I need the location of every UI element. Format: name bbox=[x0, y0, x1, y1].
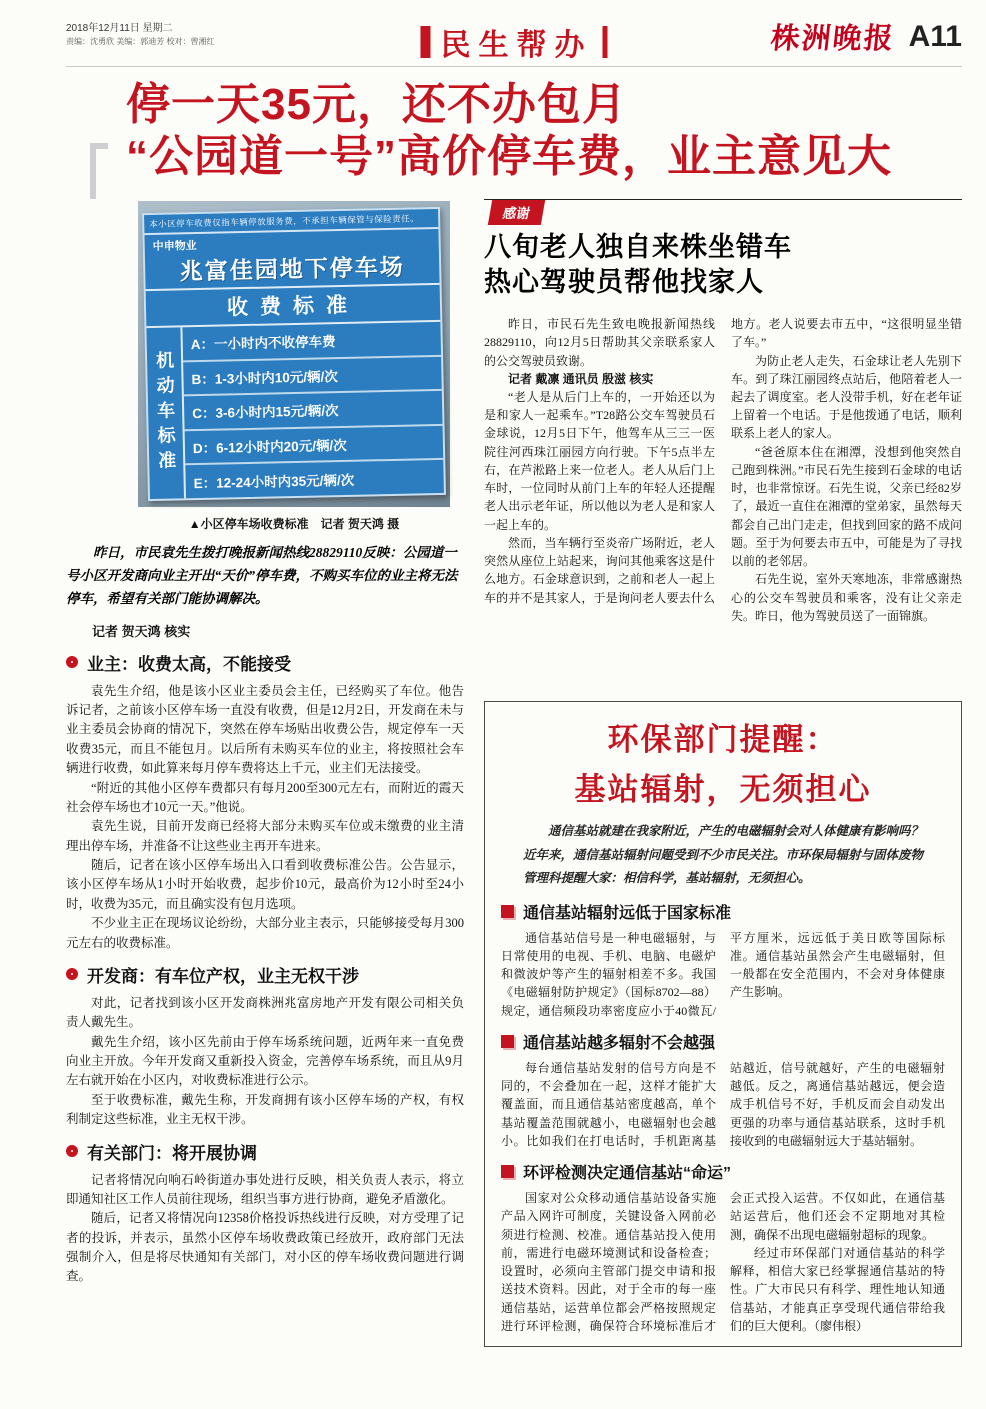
section-developer-title bbox=[87, 962, 359, 987]
section-owners-title bbox=[87, 650, 291, 675]
red-bar-right-icon bbox=[603, 26, 608, 58]
ring-bullet-icon bbox=[66, 1145, 78, 1157]
paragraph: 袁先生说，目前开发商已经将大部分未购买车位或未缴费的业主清理出停车场，并准备不让这些业主再开车进来。 bbox=[66, 819, 464, 853]
date-line: 2018年12月11日 星期二 bbox=[66, 23, 173, 34]
paragraph: 戴先生介绍，该小区先前由于停车场系统问题，近两年来一直免费向业主开放。今年开发商又重新投入资金，完善停车场系统，而且从9月左右就开始在小区内，对收费标准进行公示。 bbox=[66, 1034, 464, 1088]
staff-line: 责编：沈勇欣 美编：郭迪芳 校对：曾湘红 bbox=[66, 37, 215, 46]
page-header bbox=[66, 12, 962, 64]
paragraph: 随后，记者在该小区停车场出入口看到收费标准公告。公告显示，该小区停车场从1小时开始收费，起步价10元，最高价为12小时至24小时，收费为35元，而且确实没有包月选项。 bbox=[66, 858, 464, 911]
paragraph: “附近的其他小区停车费都只有每月200至300元左右，而附近的霞天社会停车场也才10元一天。”他说。 bbox=[66, 780, 464, 814]
right-column bbox=[484, 199, 962, 1347]
paragraph: “老人是从后门上车的，一开始还以为是和家人一起乘车。”T28路公交车驾驶员石金球说，12月5日下午，他驾车从三三一医院往河西珠江丽园方向行驶。下午5点半左右，在芦淞路上来一位老人。老人从后门上车时，一位同时从前门上车的年轻人还提醒老人出示老年证，所以他以为老人是和家人一起上车的。 bbox=[484, 390, 715, 532]
section-owners-header bbox=[66, 650, 464, 675]
paragraph: 袁先生介绍，他是该小区业主委员会主任，已经购买了车位。他告诉记者，之前该小区停车场一直没有收费，但是12月2日，开发商在未与业主委员会协商的情况下，突然在停车场贴出收费公告，规定停车一天收费35元，而且不能包月。以后所有未购买车位的业主，将按照社会车辆进行收费，如此算来每月停车费将达上千元，业主们无法接受。 bbox=[66, 683, 464, 776]
section-developer-body bbox=[66, 994, 464, 1130]
photo-caption: ▲小区停车场收费标准 记者 贺天鸿 摄 bbox=[188, 516, 400, 531]
paragraph: 至于收费标准，戴先生称，开发商拥有该小区停车场的产权，有权利制定这些标准，业主无权干涉。 bbox=[66, 1092, 464, 1127]
section-developer bbox=[66, 962, 464, 1130]
thanks-article-text bbox=[484, 315, 962, 671]
headline-line2: “公园道一号”高价停车费，业主意见大 bbox=[126, 131, 892, 181]
paragraph: 随后，记者又将情况向12358价格投诉热线进行反映，对方受理了记者的投诉，并表示，虽然小区停车场收费政策已经放开，政府部门无法强制介入，但是将尽快通知有关部门，对小区的停车场收费问题进行调查。 bbox=[66, 1211, 464, 1284]
section-authority-title bbox=[87, 1139, 257, 1164]
paragraph: 记者将情况向响石岭街道办事处进行反映，相关负责人表示，将立即通知社区工作人员前往现场，组织当事方进行协商，避免矛盾激化。 bbox=[66, 1172, 464, 1206]
thanks-article bbox=[484, 199, 962, 677]
page-content bbox=[66, 199, 962, 1347]
headline-line1: 停一天35元，还不办包月 bbox=[126, 80, 627, 129]
main-headline bbox=[126, 79, 962, 183]
paragraph: 每台通信基站发射的信号方向是不同的，不会叠加在一起，这样才能扩大覆盖面，而且通信基站密度越高，单个基站覆盖范围就越小，电磁辐射也会越小。比如我们在打电话时，手机距离基站越近，信号就越好，产生的电磁辐射越低。反之，离通信基站越远，便会造成手机信号不好，手机反而会自动发出更强的功率与通信基站联系，这时手机接收到的电磁辐射远大于基站辐射。 bbox=[501, 1060, 945, 1148]
boxed-article bbox=[484, 701, 962, 1347]
box-title-line2: 基站辐射，无须担心 bbox=[574, 772, 872, 808]
section-developer-header bbox=[66, 962, 464, 987]
fee-row-d: D：6-12小时内20元/辆/次 bbox=[185, 425, 444, 465]
masthead-logo: 株洲晚报 bbox=[768, 23, 897, 55]
parking-sign-photo bbox=[138, 201, 450, 507]
left-column bbox=[66, 199, 464, 1347]
paragraph: 石先生说，室外天寒地冻，非常感谢热心的公交车驾驶员和乘客，没有让父亲走失。昨日，他为驾驶员送了一面锦旗。 bbox=[731, 572, 962, 623]
box-section-1-text bbox=[501, 929, 945, 1020]
box-section-2-text bbox=[501, 1059, 945, 1150]
fee-row-e: E：12-24小时内35元/辆/次 bbox=[193, 472, 355, 491]
section-developer-text: 有车位产权，业主无权干涉 bbox=[155, 966, 359, 986]
section-authority-header bbox=[66, 1139, 464, 1164]
box-section-3-header bbox=[501, 1160, 945, 1183]
box-section-2-header bbox=[501, 1030, 945, 1053]
article-byline: 记者 贺天鸿 核实 bbox=[92, 623, 191, 639]
box-section-3 bbox=[501, 1160, 945, 1335]
square-bullet-icon bbox=[501, 1035, 514, 1048]
page-number: A11 bbox=[908, 19, 962, 53]
paragraph: 国家对公众移动通信基站设备实施产品入网许可制度，关键设备入网前必须进行检测、校准。通信基站投入使用前，需进行电磁环境测试和设备检查；设置时，必须向主管部门提交申请和报送技术资料。因此，对于全市的每一座通信基站，运营单位都会严格按照规定进行环评检测，确保符合环境标准后才会正式投入运营。不仅如此，在通信基站运营后，他们还会不定期地对其检测，确保不出现电磁辐射超标的现象。 bbox=[501, 1191, 945, 1333]
fee-row-a: A：一小时内不收停车费 bbox=[182, 322, 441, 362]
header-divider bbox=[66, 66, 962, 67]
paragraph: 对此，记者找到该小区开发商株洲兆富房地产开发有限公司相关负责人戴先生。 bbox=[66, 995, 464, 1030]
thanks-headline-line1: 八旬老人独自来株坐错车 bbox=[484, 231, 792, 262]
square-bullet-icon bbox=[501, 1165, 514, 1178]
box-section-3-text bbox=[501, 1189, 945, 1335]
box-title-line1: 环保部门提醒： bbox=[607, 721, 839, 757]
box-section-1-header bbox=[501, 900, 945, 923]
paragraph: 不少业主正在现场议论纷纷，大部分业主表示，只能够接受每月300元左右的收费标准。 bbox=[66, 916, 464, 950]
ring-bullet-icon bbox=[66, 656, 78, 668]
sign-body bbox=[146, 320, 444, 499]
section-banner bbox=[421, 20, 608, 64]
thanks-headline-line2: 热心驾驶员帮他找家人 bbox=[484, 267, 764, 298]
sign-side-text: 机动车标准 bbox=[153, 350, 177, 476]
paragraph: 昨日，市民石先生致电晚报新闻热线28829110，向12月5日帮助其父亲联系家人的公交驾驶员致谢。 bbox=[484, 317, 715, 368]
thanks-tag-badge: 感谢 bbox=[488, 200, 545, 225]
paragraph: 为防止老人走失，石金球让老人先别下车。到了珠江丽园终点站后，他陪着老人一起去了调度室。老人没带手机，好在老年证上留着一个电话。于是他拨通了电话，顺利联系上老人的家人。 bbox=[731, 353, 962, 441]
ring-bullet-icon bbox=[66, 968, 78, 980]
parking-fee-sign bbox=[142, 207, 446, 501]
sign-fee-rows bbox=[182, 322, 444, 498]
sign-side-label bbox=[146, 327, 186, 499]
header-left bbox=[66, 12, 296, 48]
section-title: 民生帮办 bbox=[440, 29, 593, 62]
box-section-1 bbox=[501, 900, 945, 1020]
header-right bbox=[768, 12, 962, 57]
box-section-1-title: 通信基站辐射远低于国家标准 bbox=[523, 904, 732, 922]
fee-row-c: C：3-6小时内15元/辆/次 bbox=[184, 391, 443, 431]
section-authority-text: 将开展协调 bbox=[172, 1143, 257, 1163]
sign-notice: 本小区停车收费仅指车辆停放服务费，不承担车辆保管与保险责任。 bbox=[144, 209, 438, 235]
section-authority-body bbox=[66, 1171, 464, 1287]
section-owners-text: 收费太高，不能接受 bbox=[138, 654, 291, 674]
section-authority-label: 有关部门： bbox=[87, 1143, 172, 1163]
paragraph: “爸爸原本住在湘潭，没想到他突然自己跑到株洲。”市民石先生接到石金球的电话时，也非常惊讶。石先生说，父亲已经82岁了，最近一直住在湘潭的堂弟家，虽然每天都会自己出门走走，但找到回家的路不成问题。至于为何要去市五中，可能是为了寻找以前的老邻居。 bbox=[731, 444, 962, 569]
section-owners-label: 业主： bbox=[87, 654, 138, 674]
fee-row-b: B：1-3小时内10元/辆/次 bbox=[183, 356, 442, 396]
sign-subtitle: 收费标准 bbox=[146, 283, 441, 326]
section-developer-label: 开发商： bbox=[87, 966, 155, 986]
red-bar-left-icon bbox=[421, 26, 431, 58]
headline-bracket-decoration bbox=[90, 143, 108, 199]
section-owners bbox=[66, 650, 464, 953]
paragraph: 通信基站信号是一种电磁辐射，与日常使用的电视、手机、电脑、电磁炉和微波炉等产生的辐射相差不多。我国《电磁辐射防护规定》（国标8702—88）规定，通信频段功率密度应小于40微瓦/平方厘米，远远低于美日欧等国际标准。通信基站虽然会产生电磁辐射，但一般都在安全范围内，不会对身体健康产生影响。 bbox=[501, 930, 945, 1018]
box-intro: 通信基站就建在我家附近，产生的电磁辐射会对人体健康有影响吗？近年来，通信基站辐射问题受到不少市民关注。市环保局辐射与固体废物管理科提醒大家：相信科学，基站辐射，无须担心。 bbox=[523, 824, 924, 885]
section-owners-body bbox=[66, 682, 464, 953]
sign-title: 兆富佳园地下停车场 bbox=[179, 253, 405, 285]
article-lead: 昨日，市民袁先生拨打晚报新闻热线28829110反映：公园道一号小区开发商向业主开出“天价”停车费，不购买车位的业主将无法停车，希望有关部门能协调解决。 bbox=[66, 544, 458, 606]
paragraph: 然而，当车辆行至炎帝广场附近，老人突然从座位上站起来，询问其他乘客这是什么地方。石金球意识到，之前和老人一起上车的并不是其家人，于是询问老人要去什么地方。老人说要去市五中，“这很明显坐错了车。” bbox=[484, 317, 962, 605]
section-authority bbox=[66, 1139, 464, 1287]
sign-company: 中申物业 bbox=[152, 239, 197, 253]
thanks-byline: 记者 戴凛 通讯员 殷滋 核实 bbox=[508, 371, 654, 386]
box-section-3-title: 环评检测决定通信基站“命运” bbox=[523, 1165, 732, 1183]
box-section-2-title: 通信基站越多辐射不会越强 bbox=[523, 1034, 716, 1052]
paragraph: 经过市环保部门对通信基站的科学解释，相信大家已经掌握通信基站的特性。广大市民只有科学、理性地认知通信基站，才能真正享受现代通信带给我们的巨大便利。（廖伟根） bbox=[730, 1245, 945, 1333]
square-bullet-icon bbox=[501, 905, 514, 918]
box-section-2 bbox=[501, 1030, 945, 1150]
